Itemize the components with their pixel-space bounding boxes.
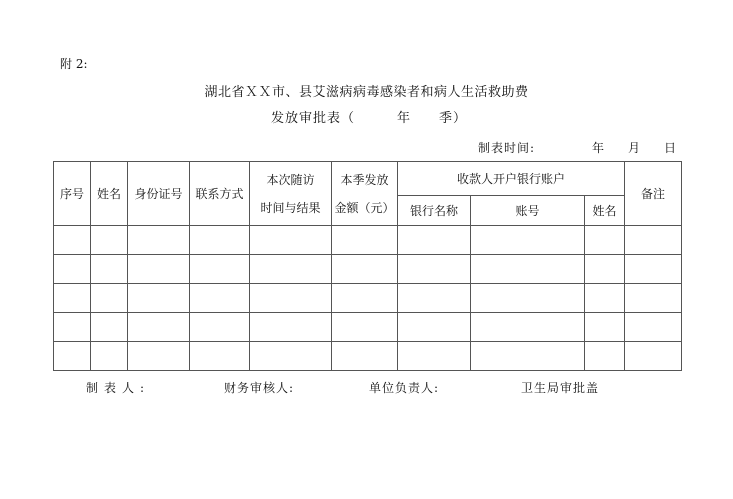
table-cell[interactable] xyxy=(190,284,250,313)
table-cell[interactable] xyxy=(625,226,682,255)
table-cell[interactable] xyxy=(625,284,682,313)
table-cell[interactable] xyxy=(398,313,471,342)
table-cell[interactable] xyxy=(585,255,625,284)
header-followup xyxy=(250,162,332,226)
table-row xyxy=(54,226,682,255)
form-title-line1: 湖北省ＸＸ市、县艾滋病病毒感染者和病人生活救助费 xyxy=(204,85,529,100)
table-cell[interactable] xyxy=(128,226,190,255)
table-cell[interactable] xyxy=(54,313,91,342)
table-cell[interactable] xyxy=(625,255,682,284)
table-cell[interactable] xyxy=(585,226,625,255)
table-row xyxy=(54,342,682,371)
table-cell[interactable] xyxy=(585,313,625,342)
header-amount xyxy=(332,162,398,226)
table-cell[interactable] xyxy=(128,342,190,371)
header-id-number: 身份证号 xyxy=(128,162,190,226)
footer-finance-reviewer: 财务审核人: xyxy=(224,381,295,395)
table-cell[interactable] xyxy=(625,342,682,371)
prepared-time-label: 制表时间: xyxy=(478,141,536,155)
header-remarks: 备注 xyxy=(625,162,682,226)
table-cell[interactable] xyxy=(471,342,585,371)
attachment-label: 附 2: xyxy=(60,57,88,71)
table-cell[interactable] xyxy=(250,255,332,284)
table-row xyxy=(54,313,682,342)
table-cell[interactable] xyxy=(91,342,128,371)
table-cell[interactable] xyxy=(332,284,398,313)
table-cell[interactable] xyxy=(250,313,332,342)
table-cell[interactable] xyxy=(471,284,585,313)
footer-health-bureau: 卫生局审批盖 xyxy=(521,381,600,395)
table-row xyxy=(54,255,682,284)
table-cell[interactable] xyxy=(471,313,585,342)
table-cell[interactable] xyxy=(190,255,250,284)
header-row-1 xyxy=(54,162,682,196)
table-cell[interactable] xyxy=(91,255,128,284)
table-cell[interactable] xyxy=(332,226,398,255)
table-cell[interactable] xyxy=(54,255,91,284)
table-cell[interactable] xyxy=(250,284,332,313)
approval-table xyxy=(53,161,682,371)
table-row xyxy=(54,284,682,313)
table-cell[interactable] xyxy=(332,313,398,342)
table-cell[interactable] xyxy=(54,342,91,371)
table-cell[interactable] xyxy=(190,342,250,371)
table-cell[interactable] xyxy=(585,342,625,371)
header-holder-name: 姓名 xyxy=(585,196,625,226)
header-followup-line1: 本次随访 xyxy=(266,172,315,187)
table-cell[interactable] xyxy=(332,255,398,284)
table-cell[interactable] xyxy=(250,342,332,371)
table-cell[interactable] xyxy=(190,313,250,342)
header-amount-line2: 金额（元） xyxy=(334,200,395,215)
table-cell[interactable] xyxy=(332,342,398,371)
header-bank-group: 收款人开户银行账户 xyxy=(398,162,625,196)
header-bank-name: 银行名称 xyxy=(398,196,471,226)
table-cell[interactable] xyxy=(398,342,471,371)
table-cell[interactable] xyxy=(398,226,471,255)
header-seq: 序号 xyxy=(54,162,91,226)
header-amount-line1: 本季发放 xyxy=(340,172,389,187)
footer-preparer: 制表人: xyxy=(86,381,151,395)
form-title-line2: 发放审批表（ 年 季） xyxy=(271,111,468,126)
table-cell[interactable] xyxy=(398,255,471,284)
table-cell[interactable] xyxy=(190,226,250,255)
table-cell[interactable] xyxy=(54,284,91,313)
table-cell[interactable] xyxy=(128,255,190,284)
table-cell[interactable] xyxy=(91,226,128,255)
table-cell[interactable] xyxy=(128,284,190,313)
prepared-date-blanks: 年 月 日 xyxy=(592,141,677,155)
table-cell[interactable] xyxy=(91,313,128,342)
table-cell[interactable] xyxy=(91,284,128,313)
table-cell[interactable] xyxy=(585,284,625,313)
table-cell[interactable] xyxy=(128,313,190,342)
table-cell[interactable] xyxy=(250,226,332,255)
table-cell[interactable] xyxy=(471,255,585,284)
header-account: 账号 xyxy=(471,196,585,226)
table-cell[interactable] xyxy=(471,226,585,255)
table-body xyxy=(54,226,682,371)
table-cell[interactable] xyxy=(54,226,91,255)
header-contact: 联系方式 xyxy=(190,162,250,226)
table-cell[interactable] xyxy=(625,313,682,342)
header-name: 姓名 xyxy=(91,162,128,226)
table-cell[interactable] xyxy=(398,284,471,313)
footer-unit-head: 单位负责人: xyxy=(369,381,440,395)
header-followup-line2: 时间与结果 xyxy=(260,200,321,215)
